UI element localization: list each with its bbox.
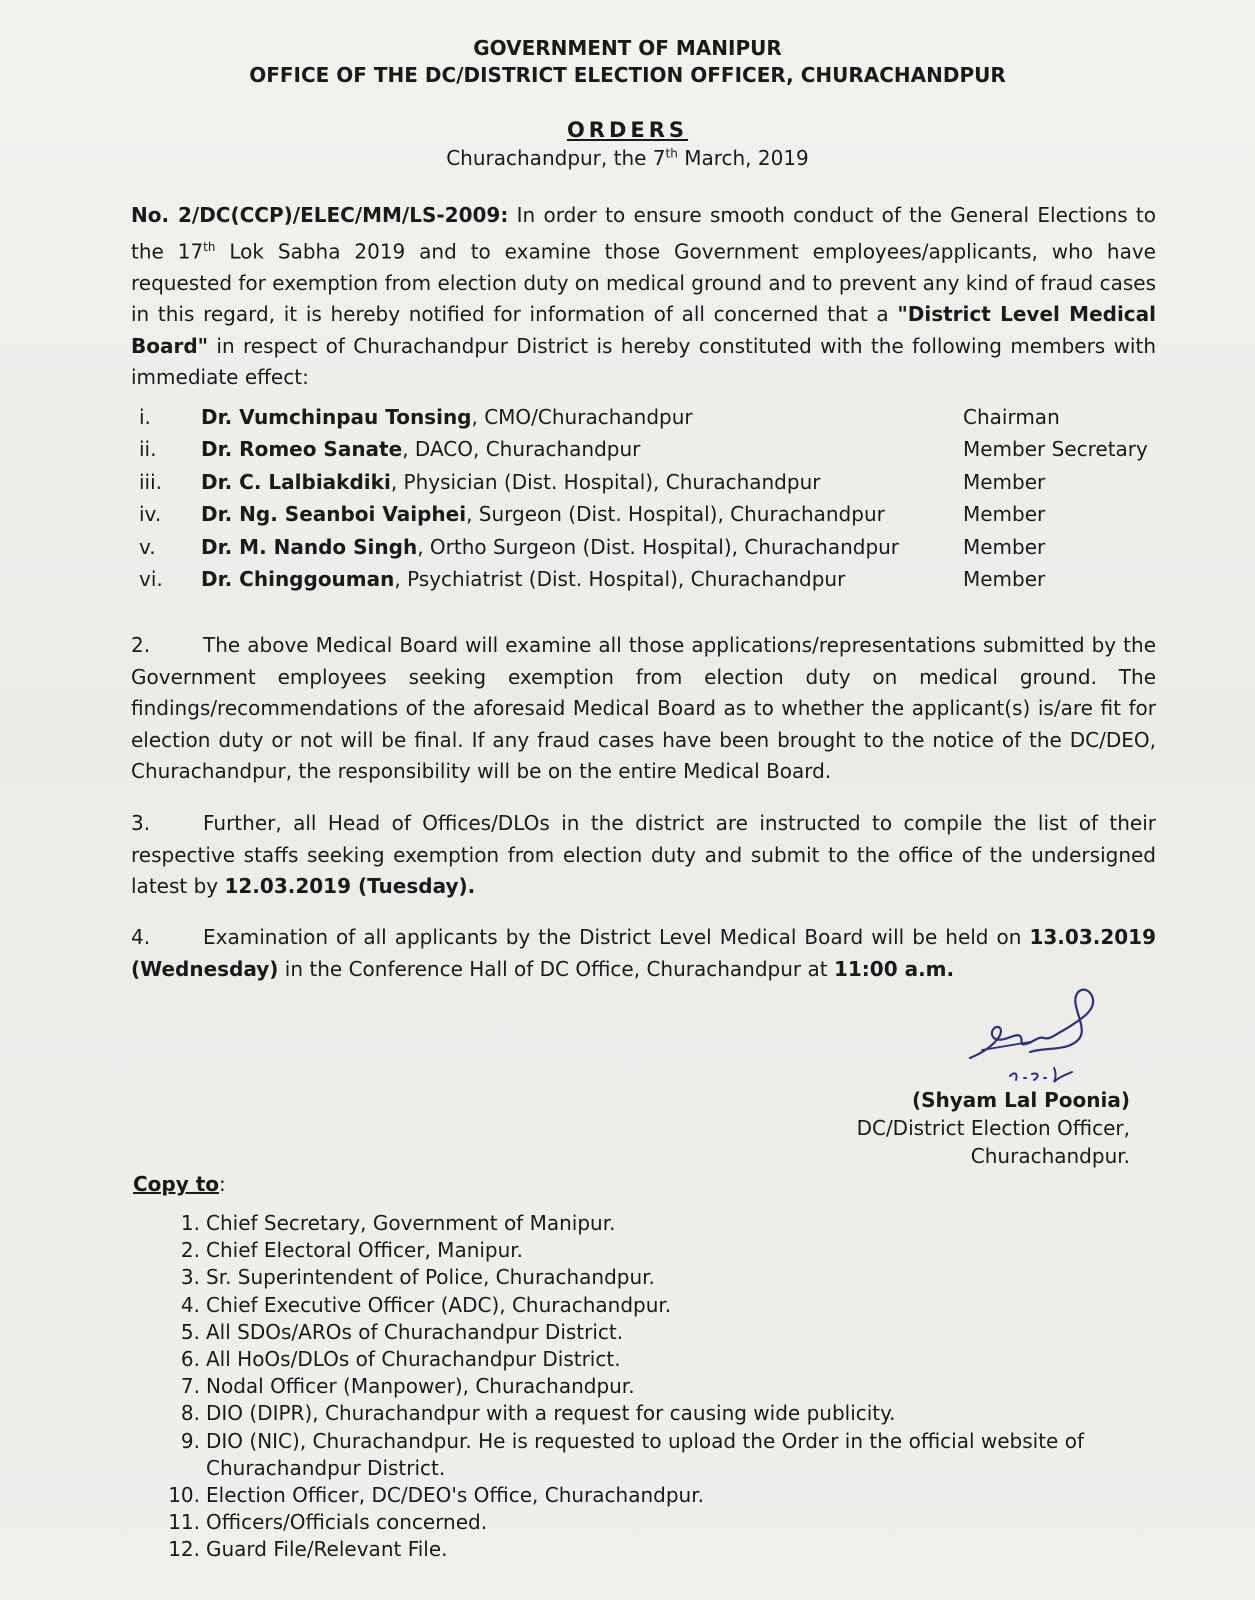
list-item: 3. Sr. Superintendent of Police, Churachandpur. — [180, 1265, 655, 1290]
signatory-designation: DC/District Election Officer, — [856, 1116, 1130, 1140]
list-item: 4. Chief Executive Officer (ADC), Churachandpur. — [180, 1292, 672, 1317]
signatory-name: (Shyam Lal Poonia) — [911, 1088, 1130, 1112]
member-row: iv. Dr. Ng. Seanboi Vaiphei, Surgeon (Dist. Hospital), Churachandpur Member — [139, 502, 1046, 527]
member-row: iii. Dr. C. Lalbiakdiki, Physician (Dist. Hospital), Churachandpur Member — [139, 469, 1046, 494]
paragraph-4: 4. Examination of all applicants by the District Level Medical Board will be held on 13.03.2019 (Wednesday) in the Conference Hall of DC Office, Churachandpur at 11:00 a.m. — [131, 925, 1156, 981]
list-item: 11. Officers/Officials concerned. — [168, 1510, 488, 1535]
list-item: 2. Chief Electoral Officer, Manipur. — [180, 1238, 524, 1263]
copy-to-list — [160, 1210, 1160, 1564]
member-row: vi. Dr. Chinggouman, Psychiatrist (Dist. Hospital), Churachandpur Member — [139, 566, 1046, 591]
reference-number: No. 2/DC(CCP)/ELEC/MM/LS-2009: — [131, 203, 509, 227]
paragraph-2: 2. The above Medical Board will examine all those applications/representations submitted by the Government employees seeking exemption from election duty on medical ground. The findings/recommendations of the aforesaid Medical Board as to whether the applicant(s) is/are fit for election duty or not will be final. If any fraud cases have been brought to the notice of the DC/DEO, Churachandpur, the responsibility will be on the entire Medical Board. — [131, 633, 1156, 783]
paragraph-3: 3. Further, all Head of Offices/DLOs in the district are instructed to compile the list of their respective staffs seeking exemption from election duty and submit to the office of the undersigned latest by 12.03.2019 (Tuesday). — [131, 811, 1156, 898]
board-members-list — [131, 405, 1156, 599]
orders-heading: ORDERS — [566, 118, 689, 142]
list-item: 8. DIO (DIPR), Churachandpur with a request for causing wide publicity. — [180, 1401, 896, 1426]
list-item: 5. All SDOs/AROs of Churachandpur District. — [180, 1319, 624, 1344]
member-row: i. Dr. Vumchinpau Tonsing, CMO/Churachandpur Chairman — [139, 405, 1060, 429]
govt-title: GOVERNMENT OF MANIPUR — [473, 36, 782, 60]
list-item: 7. Nodal Officer (Manpower), Churachandpur. — [180, 1374, 635, 1399]
copy-to-heading: Copy to: — [133, 1172, 226, 1196]
list-item: 12. Guard File/Relevant File. — [168, 1537, 448, 1562]
paragraph-1: No. 2/DC(CCP)/ELEC/MM/LS-2009: In order to ensure smooth conduct of the General Elections to the 17th Lok Sabha 2019 and to examine those Government employees/applicants, who have requested for exemption from election duty on medical ground and to prevent any kind of fraud cases in this regard, it is hereby notified for information of all concerned that a "District Level Medical Board" in respect of Churachandpur District is hereby constituted with the following members with immediate effect: — [131, 203, 1157, 390]
list-item: 6. All HoOs/DLOs of Churachandpur District. — [180, 1347, 621, 1372]
signatory-place: Churachandpur. — [970, 1144, 1130, 1168]
list-item: 9. DIO (NIC), Churachandpur. He is requested to upload the Order in the official website of Churachandpur District. — [180, 1428, 1084, 1480]
list-item: 1. Chief Secretary, Government of Manipur. — [180, 1211, 616, 1235]
member-row: v. Dr. M. Nando Singh, Ortho Surgeon (Dist. Hospital), Churachandpur Member — [139, 534, 1046, 559]
member-row: ii. Dr. Romeo Sanate, DACO, Churachandpur Member Secretary — [139, 437, 1148, 462]
handwritten-signature — [960, 980, 1120, 1090]
office-title: OFFICE OF THE DC/DISTRICT ELECTION OFFICER, CHURACHANDPUR — [249, 63, 1006, 87]
order-date: Churachandpur, the 7th March, 2019 — [446, 146, 809, 170]
list-item: 10. Election Officer, DC/DEO's Office, Churachandpur. — [168, 1483, 704, 1508]
